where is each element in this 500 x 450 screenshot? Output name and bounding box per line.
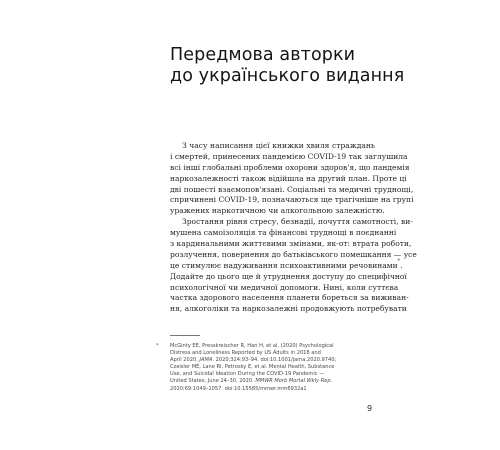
- body-line-8: Зростання рівня стресу, безнадії, почуття самотності, ви-: [182, 217, 413, 227]
- body-line-12-text: це стимулює надуживання психоактивними речовинами: [170, 260, 398, 270]
- chapter-heading: [170, 45, 404, 87]
- body-line-4: наркозалежності також відійшла на другий план. Проте ці: [170, 173, 407, 183]
- footnote-line-3-tail: 2020;324:93–94. doi:10.1001/jama.2020.9740;: [215, 357, 337, 364]
- footnote-journal-mmwr: MMWR Morb Mortal Wkly Rep.: [255, 378, 333, 385]
- footnote-body: [170, 343, 368, 393]
- body-line-2: і смертей, принесених пандемією COVID-19 так заглушила: [170, 151, 408, 161]
- footnote-journal-jama: JAMA: [199, 357, 213, 364]
- footnote-line-5: Use, and Suicidal Ideation During the COVID-19 Pandemic —: [170, 371, 325, 378]
- footnote-line-1: McGinty EE, Presskreischer R, Han H, et al. (2020) Psychological: [170, 343, 334, 349]
- body-line-14: психологічної чи медичної допомоги. Нині, коли суттєва: [170, 282, 399, 292]
- body-line-10: з кардинальними життєвими змінами, як-от: втрата роботи,: [170, 239, 412, 249]
- body-line-9: мушена самоізоляція та фінансові труднощі в поєднанні: [170, 228, 397, 238]
- body-line-16: ня, алкоголіки та наркозалежні продовжують потребувати: [170, 304, 407, 314]
- body-line-7: уражених наркотичною чи алкогольною залежністю.: [170, 206, 385, 216]
- footnote-line-4: Czeisler MÉ, Lane RI, Petrosky E, et al. Mental Health, Substance: [170, 364, 335, 371]
- footnote-line-2: Distress and Loneliness Reported by US Adults in 2018 and: [170, 350, 321, 357]
- body-line-13: Додайте до цього ще й утруднення доступу до специфічної: [170, 271, 407, 281]
- footnote-line-6-text: United States, June 24–30, 2020.: [170, 378, 256, 385]
- footnote-line-6: [170, 378, 368, 385]
- page-number: 9: [367, 404, 373, 413]
- body-line-3: всі інші глобальні проблеми охорони здоров'я, що пандемія: [170, 162, 410, 172]
- body-line-12: це стимулює надуживання психоактивними речовинами*.: [170, 257, 403, 270]
- footnote-line-3-text: April 2020.: [170, 357, 200, 364]
- heading-line-2: до українського видання: [170, 66, 405, 86]
- footnote-divider: [170, 335, 200, 336]
- body-line-6: спричинені COVID-19, позначаються ще трагічніше на групі: [170, 195, 414, 205]
- footnote-reference: *: [397, 257, 401, 264]
- body-line-1: З часу написання цієї книжки хвиля страждань: [182, 141, 375, 150]
- body-line-11: розлучення, повернення до батьківського помешкання — усе: [170, 249, 417, 259]
- body-text: [170, 141, 417, 315]
- heading-line-1: Передмова авторки: [170, 45, 356, 65]
- footnote-mark: *: [156, 343, 159, 349]
- footnote-line-3: April 2020. JAMA. 2020;324:93–94. doi:10.1001/jama.2020.9740;: [170, 357, 337, 364]
- body-line-5: дві пошесті взаємопов'язані. Соціальні та медичні труднощі,: [170, 184, 414, 194]
- footnote: [156, 343, 368, 393]
- footnote-line-7: 2020;69:1049–1057. doi:10.15585/mmwr.mm6932a1: [170, 385, 307, 392]
- body-line-15: частка здорового населення планети бореться за виживан-: [170, 293, 409, 303]
